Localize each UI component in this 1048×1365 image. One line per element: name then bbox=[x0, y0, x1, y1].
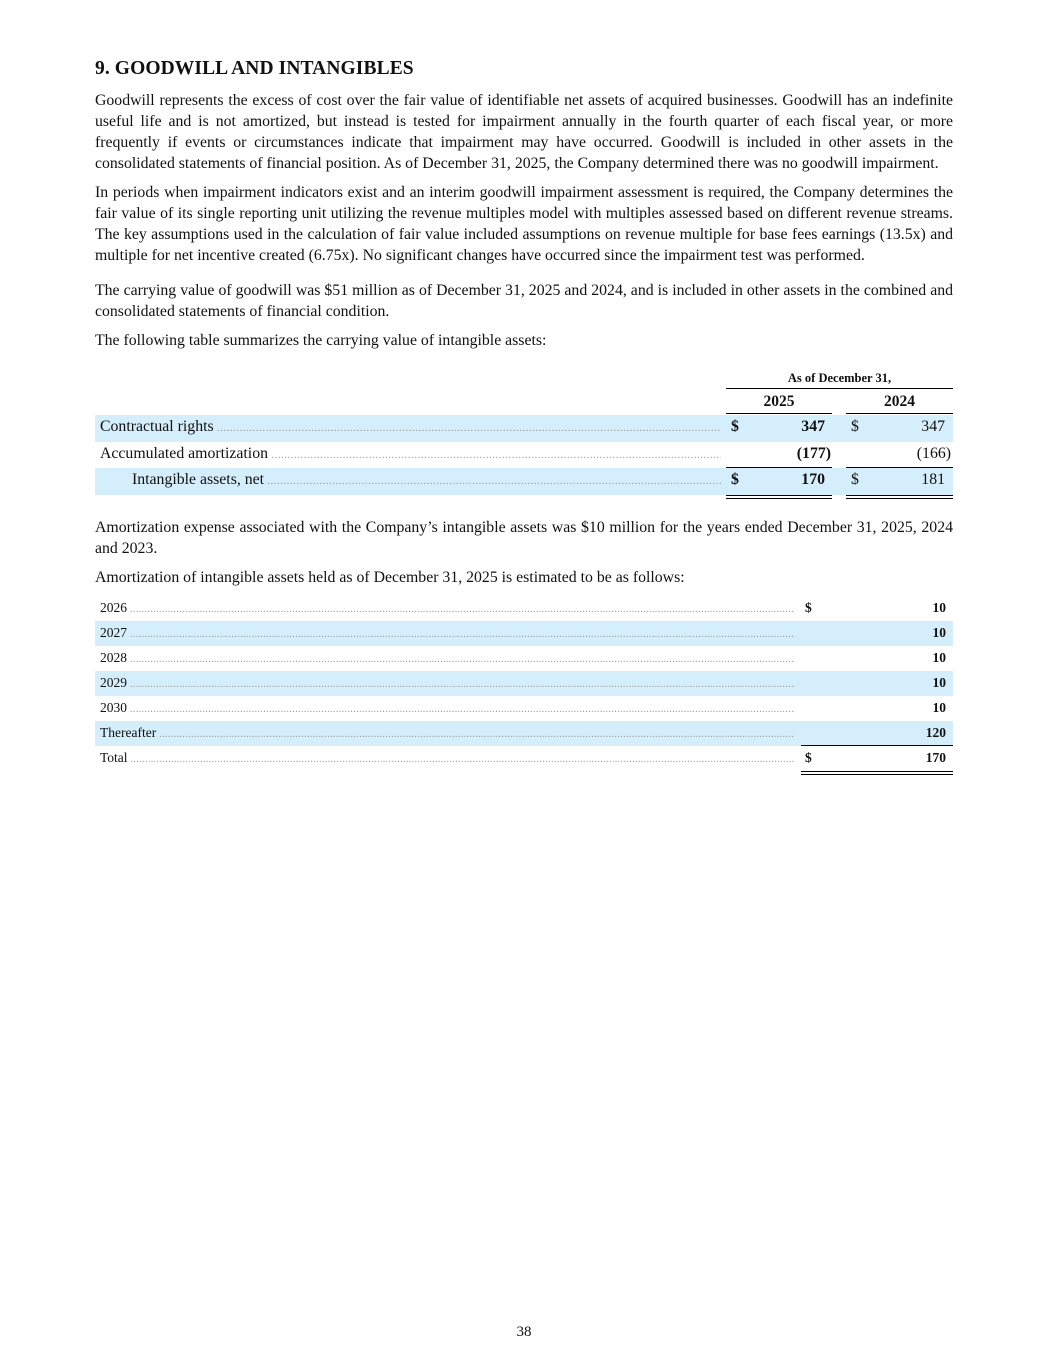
row-label: Total ..... bbox=[100, 750, 795, 766]
row-value: 10 bbox=[932, 699, 946, 715]
currency-symbol: $ bbox=[851, 471, 859, 488]
row-label: 2027 ..... bbox=[100, 625, 795, 641]
table-row bbox=[95, 696, 953, 721]
row-label: Intangible assets, net ..... bbox=[132, 471, 721, 489]
row-label: Accumulated amortization ..... bbox=[100, 445, 721, 463]
total-double-rule bbox=[726, 495, 832, 499]
amortization-schedule-table bbox=[95, 596, 953, 771]
paragraph-goodwill-carrying-value: The carrying value of goodwill was $51 million as of December 31, 2025 and 2024, and is included in other assets in the combined and consolidated statements of financial condition. bbox=[95, 282, 953, 320]
table-header bbox=[95, 365, 953, 415]
total-double-rule bbox=[801, 771, 953, 775]
value-2025: 170 bbox=[801, 471, 825, 488]
table-row bbox=[95, 621, 953, 646]
value-2024: 181 bbox=[921, 471, 945, 488]
row-label: 2026 ..... bbox=[100, 600, 795, 616]
value-2024: (166) bbox=[916, 444, 951, 462]
currency-symbol: $ bbox=[731, 418, 739, 435]
paragraph-impairment-assessment: In periods when impairment indicators exist and an interim goodwill impairment assessment is required, the Company determines the fair value of its single reporting unit utilizing the revenue multiples model with multiples assessed based on different revenue streams. The key assumptions used in the calculation of fair value included assumptions on revenue multiple for base fees earnings (13.5x) and multiple for net incentive created (6.75x). No significant changes have occurred since the impairment test was performed. bbox=[95, 184, 953, 264]
table-row bbox=[95, 596, 953, 621]
currency-symbol: $ bbox=[731, 471, 739, 488]
row-label: 2029 ..... bbox=[100, 675, 795, 691]
paragraph-table-intro: The following table summarizes the carrying value of intangible assets: bbox=[95, 332, 547, 349]
table-row-intangible-assets-net bbox=[95, 468, 953, 495]
table-row bbox=[95, 671, 953, 696]
row-value: 10 bbox=[932, 624, 946, 640]
intangible-assets-table bbox=[95, 365, 953, 495]
value-2025: (177) bbox=[796, 444, 831, 462]
table-row-accumulated-amortization bbox=[95, 442, 953, 469]
currency-symbol: $ bbox=[805, 749, 812, 765]
table-row-contractual-rights bbox=[95, 415, 953, 442]
row-label: Thereafter ..... bbox=[100, 725, 795, 741]
row-value: 120 bbox=[925, 724, 946, 740]
row-value: 10 bbox=[932, 599, 946, 615]
row-value: 10 bbox=[932, 649, 946, 665]
row-value: 10 bbox=[932, 674, 946, 690]
value-2025: 347 bbox=[801, 418, 825, 435]
row-value: 170 bbox=[925, 749, 946, 765]
section-heading: 9. GOODWILL AND INTANGIBLES bbox=[95, 58, 414, 79]
currency-symbol: $ bbox=[851, 418, 859, 435]
total-double-rule bbox=[846, 495, 953, 499]
column-header-2024: 2024 bbox=[846, 393, 953, 414]
currency-symbol: $ bbox=[805, 599, 812, 615]
row-label: 2030 ..... bbox=[100, 700, 795, 716]
value-2024: 347 bbox=[921, 418, 945, 435]
column-group-header: As of December 31, bbox=[726, 371, 953, 389]
row-label: Contractual rights ..... bbox=[100, 418, 721, 436]
table-row bbox=[95, 646, 953, 671]
paragraph-goodwill-definition: Goodwill represents the excess of cost over the fair value of identifiable net assets of acquired businesses. Goodwill has an indefinite useful life and is not amortized, but instead is tested for impairment annually in the fourth quarter of each fiscal year, or more frequently if events or circumstances indicate that impairment may have occurred. Goodwill is included in other assets in the consolidated statements of financial position. As of December 31, 2025, the Company determined there was no goodwill impairment. bbox=[95, 92, 953, 172]
table-row-total bbox=[95, 746, 953, 771]
document-page bbox=[95, 58, 953, 771]
page-number: 38 bbox=[516, 1324, 532, 1340]
row-label: 2028 ..... bbox=[100, 650, 795, 666]
column-header-2025: 2025 bbox=[726, 393, 832, 414]
paragraph-schedule-intro: Amortization of intangible assets held as of December 31, 2025 is estimated to be as follows: bbox=[95, 568, 685, 586]
table-row bbox=[95, 721, 953, 746]
paragraph-amortization-expense: Amortization expense associated with the Company’s intangible assets was $10 million for the years ended December 31, 2025, 2024 and 2023. bbox=[95, 518, 953, 557]
